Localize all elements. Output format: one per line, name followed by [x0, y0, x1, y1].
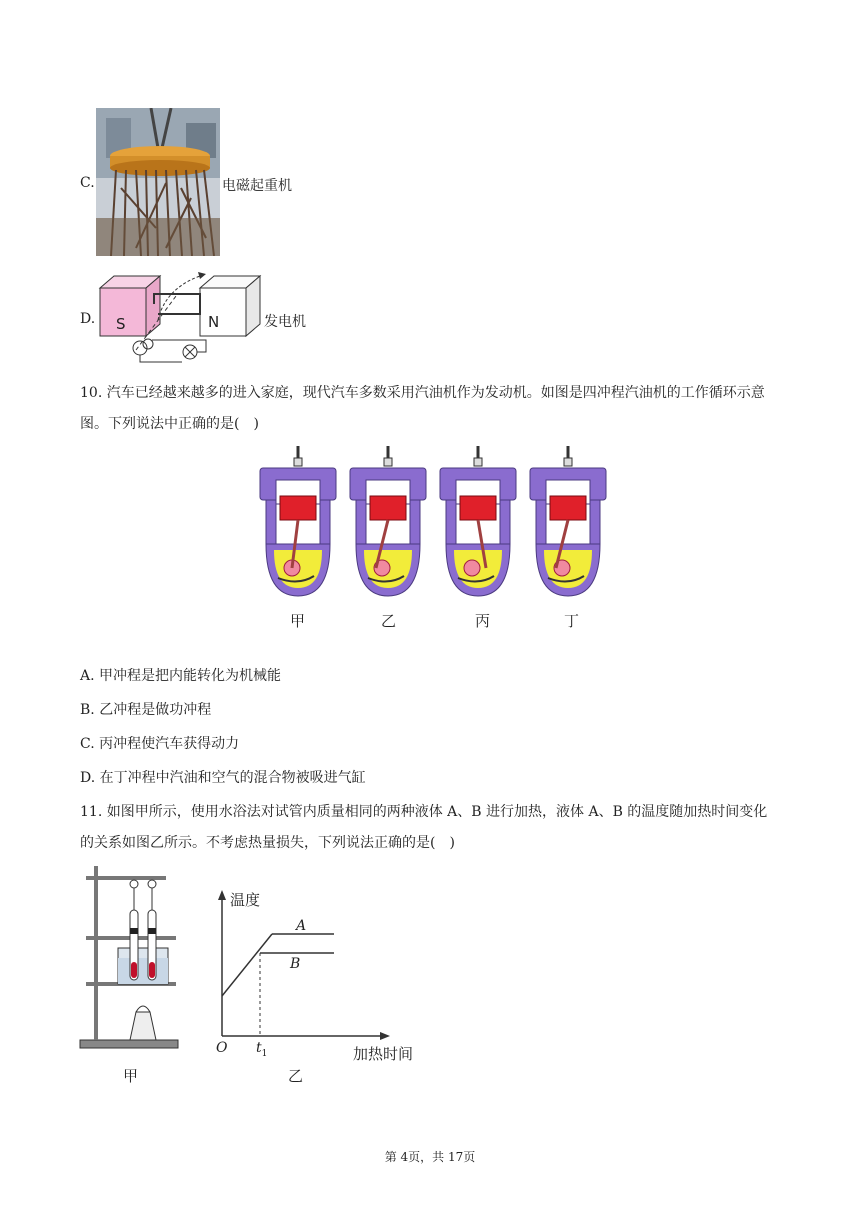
question-10-text: 10. 汽车已经越来越多的进入家庭，现代汽车多数采用汽油机作为发动机。如图是四冲程汽油机的工作循环示意图。下列说法中正确的是( )	[80, 385, 765, 432]
option-c-letter: C.	[80, 175, 95, 191]
crane-photo	[96, 108, 220, 256]
fig-label-yi: 乙	[288, 1067, 304, 1085]
stroke-label-yi: 乙	[381, 612, 397, 630]
q10-option-a: A. 甲冲程是把内能转化为机械能	[80, 668, 282, 684]
water-bath-apparatus	[78, 862, 182, 1052]
option-d-letter: D.	[80, 311, 96, 327]
graph-origin-label: O	[216, 1040, 228, 1056]
graph-line-b-label: B	[290, 956, 301, 972]
q10-option-c: C. 丙冲程使汽车获得动力	[80, 736, 240, 752]
graph-y-label: 温度	[230, 891, 261, 909]
page-footer: 第 4页，共 17页	[384, 1150, 476, 1164]
stroke-label-jia: 甲	[290, 612, 306, 630]
option-d-label: 发电机	[264, 314, 306, 330]
stroke-label-ding: 丁	[564, 612, 580, 630]
magnet-s-label: S	[116, 315, 126, 333]
graph-line-a-label: A	[296, 918, 307, 934]
graph-x-label: 加热时间	[353, 1045, 414, 1063]
fig-label-jia: 甲	[123, 1067, 139, 1085]
temperature-graph	[210, 886, 400, 1046]
question-11-text: 11. 如图甲所示，使用水浴法对试管内质量相同的两种液体 A、B 进行加热，液体 A、B 的温度随加热时间变化的关系如图乙所示。不考虑热量损失，下列说法正确的是( )	[80, 804, 768, 851]
graph-t1-label	[256, 1040, 267, 1059]
magnet-n-label: N	[208, 313, 220, 331]
q10-option-b: B. 乙冲程是做功冲程	[80, 702, 212, 718]
stroke-label-bing: 丙	[475, 612, 491, 630]
option-c-label: 电磁起重机	[222, 178, 292, 194]
engine-strokes-figure	[250, 446, 620, 606]
q10-option-d: D. 在丁冲程中汽油和空气的混合物被吸进气缸	[80, 770, 366, 786]
graph-t1-subscript: 1	[261, 1048, 268, 1059]
graph-t1-letter: t	[256, 1040, 262, 1056]
